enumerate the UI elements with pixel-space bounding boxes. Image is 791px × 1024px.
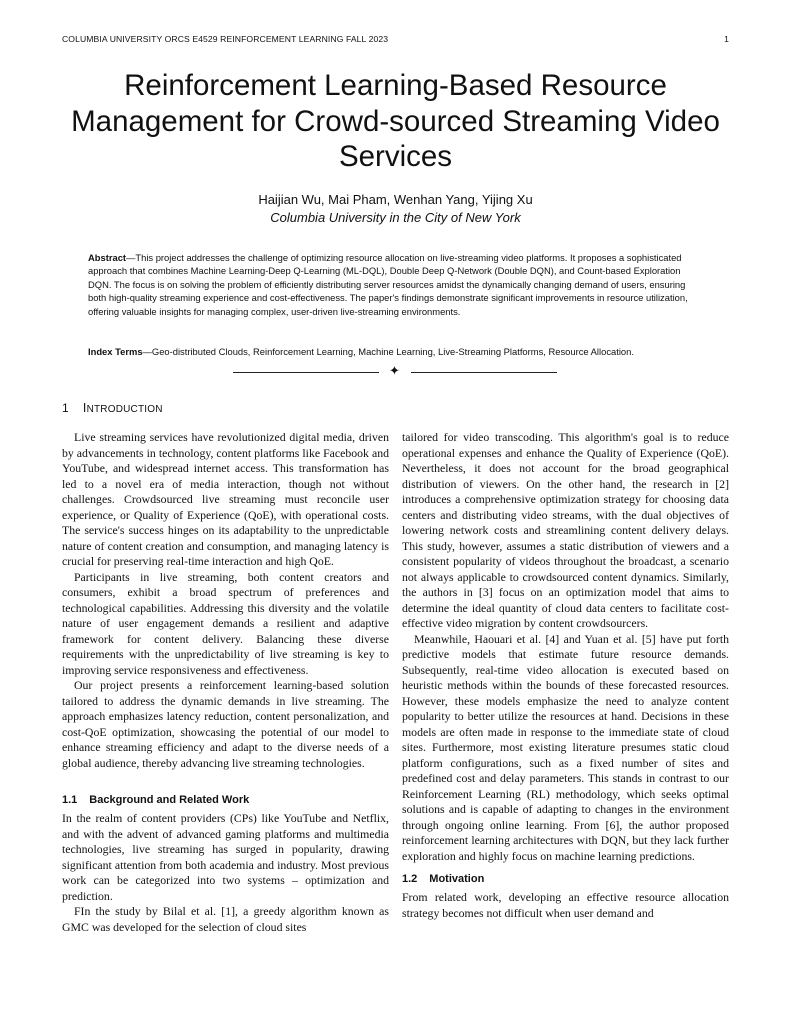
paragraph: tailored for video transcoding. This algorithm's goal is to reduce operational expenses and enhance the Quality of Experience (QoE). Nevertheless, it does not account for the broad geographical distribution of viewers. On the other hand, the research in [2] introduces a comprehensive optimization strategy for choosing data centers and distributing video streams, with the dual objectives of lowering network costs and streamlining content delivery delays. This study, however, assumes a static distribution of viewers and a consistent popularity of videos throughout the broadcast, a scenario not always applicable to crowdsourced content dynamics. Similarly, the authors in [3] focus on an optimization model that aims to determine the ideal quantity of cloud data centers to facilitate cost-effective video migration by content crowdsourcers. [402,430,729,630]
paragraph: Participants in live streaming, both content creators and consumers, exhibit a broad spectrum of preferences and technological capabilities. Addressing this diversity and the volatile nature of user engagement demands a resilient and adaptive framework for content delivery. Balancing these diverse requirements with the unpredictability of live streaming is key to improving service responsiveness and effectiveness. [62,569,389,677]
divider-star-icon: ✦ [389,364,400,379]
paper-title: Reinforcement Learning-Based Resource Management for Crowd-sourced Streaming Video Services [71,69,720,173]
abstract-label: Abstract [88,252,127,263]
subsection-number: 1.2 [402,873,418,885]
paragraph: Meanwhile, Haouari et al. [4] and Yuan et al. [5] have put forth predictive models that estimate future resource demands. Subsequently, real-time video allocation is executed based on heuristic methods within the bounds of these forecasted resources. However, these models emphasize the need to analyze content popularity to better utilize the resources at hand. Decisions in these models are often made in response to the immediate state of cloud sites. Furthermore, most existing literature presumes static cloud platform configurations, such as a fixed number of sites and predefined cost and delay parameters. This stands in contrast to our Reinforcement Learning (RL) methodology, which seeks optimal solutions and is capable of adapting to changes in the environment through ongoing online learning. From [6], the author proposed reinforcement learning architectures with DQN, but they lack further exploration and highly focus on machine learning predictions. [402,631,729,863]
subsection-title: Motivation [429,873,485,885]
subsection-heading-motivation [402,872,729,887]
section-divider [233,365,557,379]
paragraph: In the realm of content providers (CPs) like YouTube and Netflix, and with the advent of advanced gaming platforms and multimedia technologies, live streaming has surged in popularity, drawing significant attention from both academia and industry. Most previous work can be categorized into two systems – optimization and prediction. [62,811,389,903]
page-number: 1 [724,34,729,44]
paragraph: From related work, developing an effective resource allocation strategy becomes not difficult when user demand and [402,890,729,920]
index-terms-text: —Geo-distributed Clouds, Reinforcement Learning, Machine Learning, Live-Streaming Platforms, Resource Allocation. [142,346,634,357]
running-title: COLUMBIA UNIVERSITY ORCS E4529 REINFORCEMENT LEARNING FALL 2023 [62,34,389,44]
subsection-heading-background [62,793,389,808]
abstract [88,251,706,318]
paragraph: FIn the study by Bilal et al. [1], a greedy algorithm known as GMC was developed for the selection of cloud sites [62,904,389,934]
right-column [402,430,729,921]
running-header [62,34,729,44]
subsection-title: Background and Related Work [89,794,250,806]
section-number: 1 [62,401,69,415]
index-terms-label: Index Terms [88,346,143,357]
left-column [62,430,389,935]
section-title-rest: NTRODUCTION [86,404,163,415]
index-terms [88,345,706,358]
paragraph: Our project presents a reinforcement learning-based solution tailored to address the dynamic demands in live streaming. The approach emphasizes latency reduction, content personalization, and cost-QoE optimization, showcasing the potential of our model to enhance streaming efficiency and adapt to the diverse needs of a global audience, thereby advancing live streaming technologies. [62,678,389,770]
paragraph: Live streaming services have revolutionized digital media, driven by advancements in technology, content platforms like Facebook and YouTube, and widespread internet access. This transformation has led to a novel era of media interaction, though not without challenges. Crowdsourced live streaming must reconcile user experience, or Quality of Experience (QoE), with operational costs. The service's success hinges on its adaptability to the unpredictable nature of content creation and consumption, and managing latency is crucial for preserving real-time interaction and high QoE. [62,430,389,568]
subsection-number: 1.1 [62,794,78,806]
section-heading-introduction [62,401,163,415]
section-title-initial: I [82,401,87,415]
author-list: Haijian Wu, Mai Pham, Wenhan Yang, Yijing Xu [258,192,533,207]
divider-line-left [233,372,379,373]
abstract-text: —This project addresses the challenge of optimizing resource allocation on live-streaming video platforms. It proposes a sophisticated approach that combines Machine Learning-Deep Q-Learning (ML-DQL), Double Deep Q-Network (Double DQN), and Count-based Exploration DQN. The focus is on solving the problem of efficiently distributing server resources amidst the dynamically changing demand of users, ensuring both high-quality streaming experience and cost-effectiveness. The paper's findings demonstrate significant improvements in resource utilization, offering valuable insights for managing complex, user-driven live-streaming environments. [88,252,688,317]
affiliation: Columbia University in the City of New York [270,210,521,225]
divider-line-right [411,372,557,373]
